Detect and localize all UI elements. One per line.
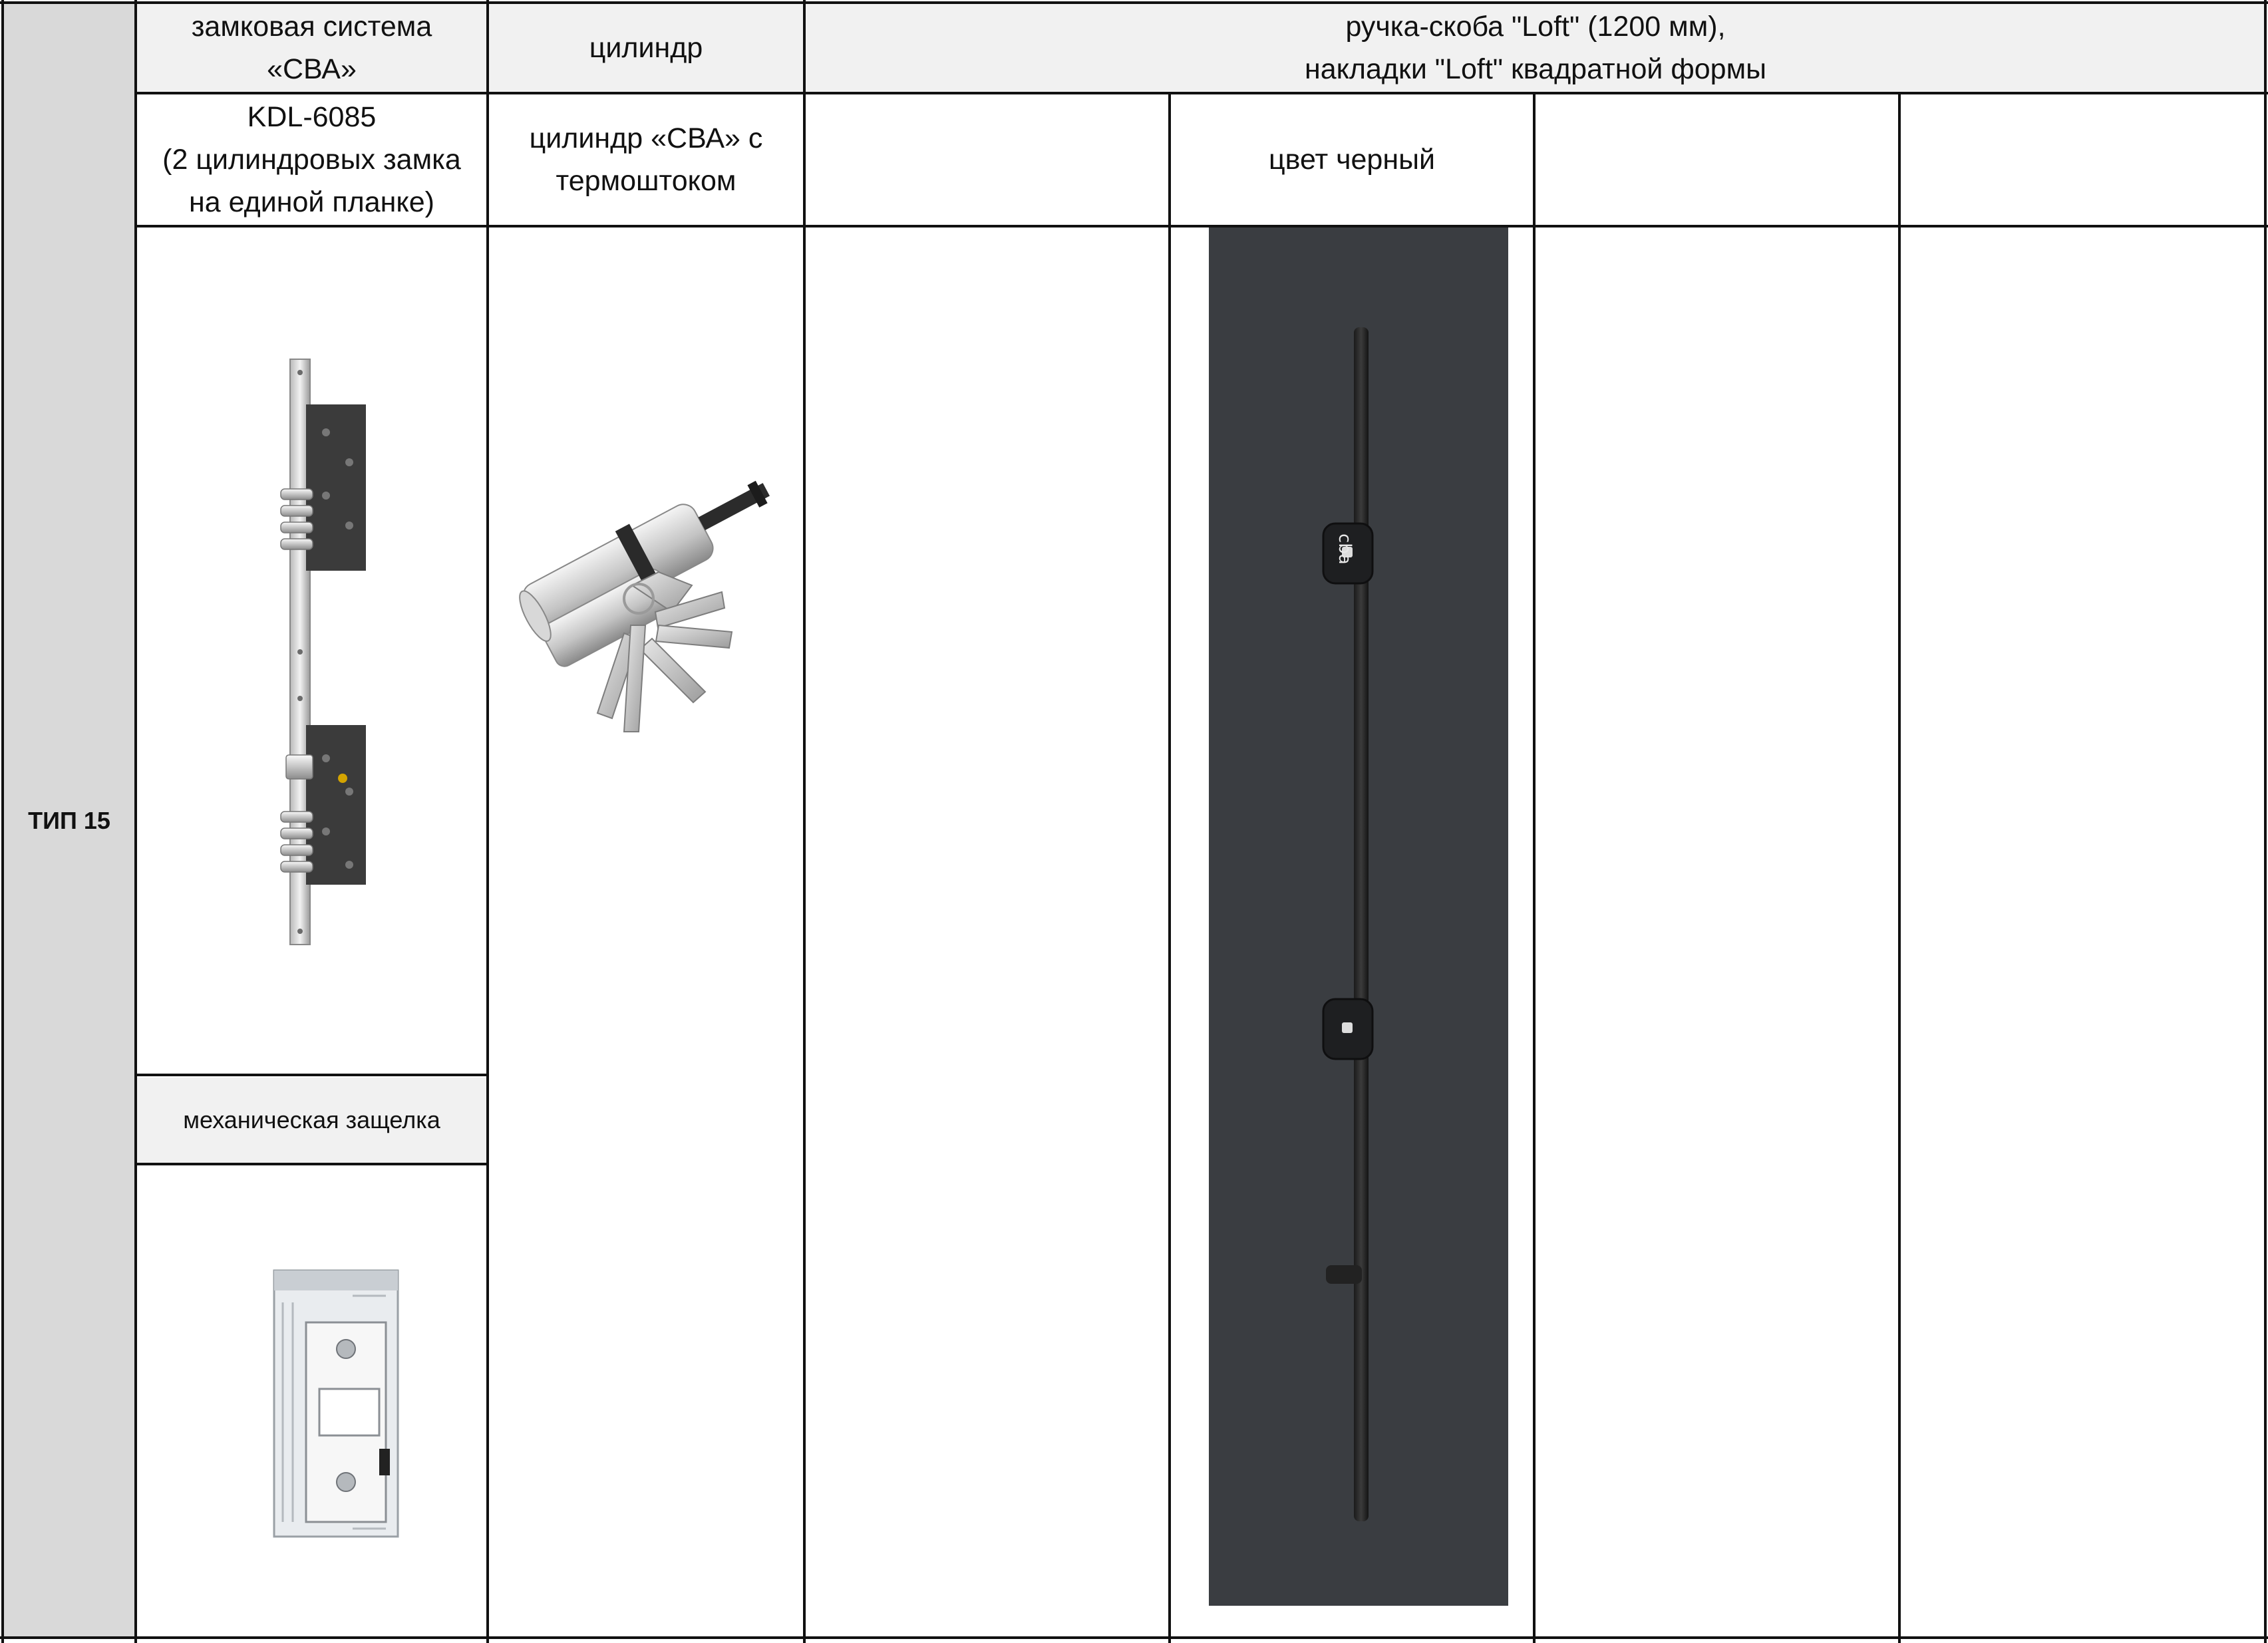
subheader-lock-model xyxy=(137,94,486,225)
header-cylinder-text: цилиндр xyxy=(589,32,703,64)
latch-label-text: механическая защелка xyxy=(183,1106,440,1133)
grid-line xyxy=(134,0,137,1643)
grid-line xyxy=(803,0,806,1643)
header-handle xyxy=(806,4,2265,92)
header-cylinder xyxy=(489,4,803,92)
mechanical-latch-image xyxy=(273,1269,399,1539)
header-lock-system xyxy=(137,4,486,92)
grid-line xyxy=(136,1074,489,1076)
lock-model-text: KDL-6085 (2 цилиндровых замка на единой планке) xyxy=(162,101,461,218)
grid-line xyxy=(486,0,489,1643)
grid-line xyxy=(136,92,2268,94)
grid-line xyxy=(0,1,2268,4)
header-handle-text: ручка-скоба "Loft" (1200 мм), накладки "Loft" квадратной формы xyxy=(1304,11,1767,85)
grid-line xyxy=(2264,0,2267,1643)
color-black-text: цвет черный xyxy=(1268,144,1436,176)
grid-line xyxy=(136,225,2268,227)
row-label-cell xyxy=(3,3,136,1639)
cylinder-keys-image xyxy=(506,426,792,785)
latch-label-cell xyxy=(137,1078,486,1163)
subheader-cylinder-type xyxy=(489,94,803,225)
mortise-lock-image xyxy=(226,353,386,951)
grid-line xyxy=(1898,93,1901,1643)
grid-line xyxy=(1168,93,1171,1643)
subheader-color-black xyxy=(1171,94,1533,225)
handle-logo: cba xyxy=(1335,533,1355,565)
grid-line xyxy=(0,1636,2268,1639)
header-lock-system-text: замковая система «СВА» xyxy=(191,11,432,85)
row-type-label: ТИП 15 xyxy=(28,807,110,834)
cylinder-type-text: цилиндр «СВА» с термоштоком xyxy=(529,122,763,197)
grid-line xyxy=(1,0,4,1643)
grid-line xyxy=(1533,93,1536,1643)
grid-line xyxy=(136,1163,489,1165)
loft-handle-image xyxy=(1209,227,1508,1606)
